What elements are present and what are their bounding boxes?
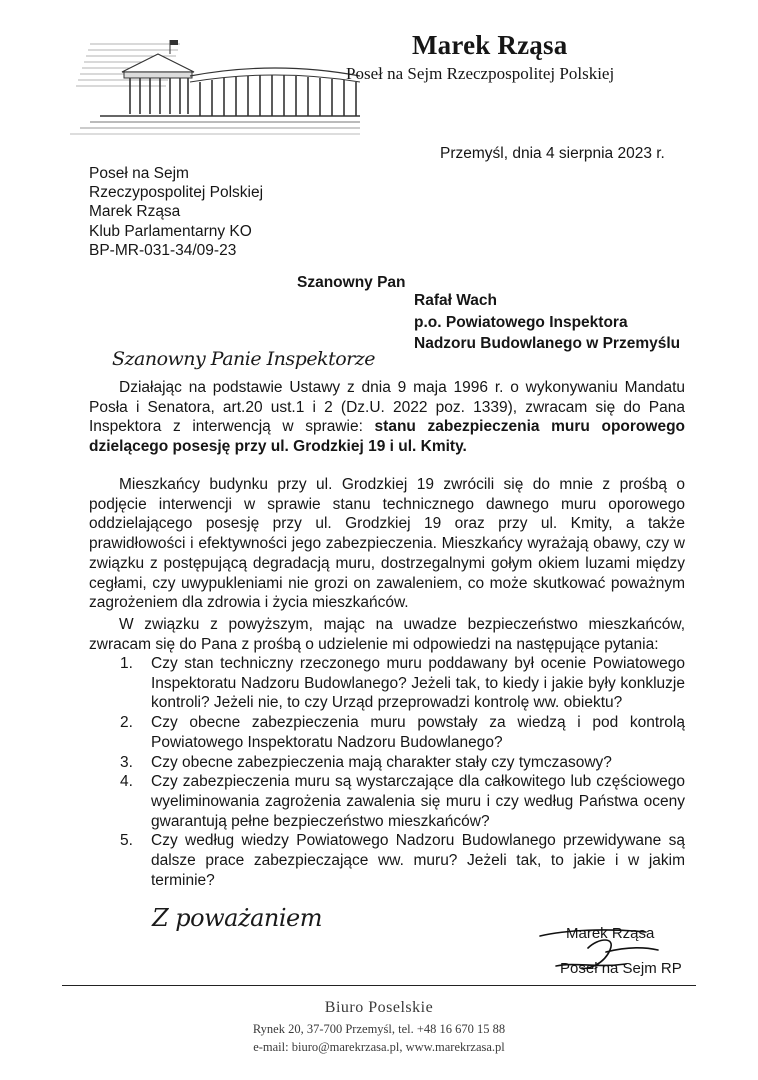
recipient-name: Rafał Wach — [414, 292, 497, 309]
handwritten-closing: Z poważaniem — [152, 904, 323, 932]
handwritten-salutation: Szanowny Panie Inspektorze — [112, 348, 375, 370]
date-line: Przemyśl, dnia 4 sierpnia 2023 r. — [440, 145, 665, 162]
salutation: Szanowny Pan — [297, 274, 406, 291]
footer-divider — [62, 985, 696, 986]
letterhead-name: Marek Rząsa — [412, 30, 568, 60]
question-number: 3. — [120, 753, 133, 771]
question-text: Czy zabezpieczenia muru są wystarczające dla całkowitego lub częściowego wyeliminowania zagrożenia zawalenia się muru i czy według Państwa oceny gwarantują pełne bezpieczeństwo mieszkańców? — [151, 773, 685, 830]
sender-line: Rzeczypospolitej Polskiej — [89, 184, 264, 202]
list-item — [120, 831, 685, 890]
handwritten-signature — [536, 918, 686, 978]
question-text: Czy według wiedzy Powiatowego Nadzoru Budowlanego przewidywane są dalsze prace zabezpieczające ww. muru? Jeżeli tak, to jakie i w jakim terminie? — [151, 832, 685, 889]
paragraph-request: W związku z powyższym, mając na uwadze bezpieczeństwo mieszkańców, zwracam się do Pana z prośbą o udzielenie mi odpowiedzi na następujące pytania: — [89, 616, 685, 653]
list-item — [120, 713, 685, 752]
letterhead-title: Poseł na Sejm Rzeczpospolitej Polskiej — [346, 64, 615, 83]
list-item — [120, 772, 685, 831]
question-text: Czy obecne zabezpieczenia mają charakter stały czy tymczasowy? — [151, 753, 612, 771]
sender-line: Klub Parlamentarny KO — [89, 222, 252, 240]
list-item — [120, 654, 685, 713]
recipient-line: Nadzoru Budowlanego w Przemyślu — [414, 335, 681, 352]
signature-name: Marek Rząsa — [566, 925, 655, 942]
question-list — [120, 654, 685, 890]
question-text: Czy stan techniczny rzeczonego muru poddawany był ocenie Powiatowego Inspektoratu Nadzoru Budowlanego? Jeżeli tak, to kiedy i jakie były konkluzje kontroli? Jeżeli nie, to czy Urząd przeprowadzi kontrolę ww. obiektu? — [151, 655, 685, 712]
recipient-line: p.o. Powiatowego Inspektora — [414, 313, 628, 331]
footer-title: Biuro Poselskie — [324, 999, 434, 1016]
paragraph-intro-text: Działając na podstawie Ustawy z dnia 9 maja 1996 r. o wykonywaniu Mandatu Posła i Senatora, art.20 ust.1 i 2 (Dz.U. 2022 poz. 1339), zwracam się do Pana Inspektora z interwencją w sprawie: — [89, 379, 685, 436]
list-item — [120, 753, 685, 773]
question-number: 4. — [120, 773, 133, 791]
signature-role: Poseł na Sejm RP — [560, 960, 682, 977]
question-number: 2. — [120, 714, 133, 732]
sender-reference-number: BP-MR-031-34/09-23 — [89, 241, 237, 259]
question-number: 5. — [120, 832, 133, 850]
paragraph-intro — [89, 378, 685, 457]
sender-block — [89, 164, 263, 260]
footer-contact: e-mail: biuro@marekrzasa.pl, www.marekrzasa.pl — [253, 1040, 505, 1054]
sender-line: Poseł na Sejm — [89, 165, 189, 182]
sejm-building-icon — [60, 32, 360, 142]
question-number: 1. — [120, 655, 133, 672]
paragraph-residents: Mieszkańcy budynku przy ul. Grodzkiej 19 zwrócili się do mnie z prośbą o podjęcie interwencji w sprawie stanu technicznego dawnego muru oporowego oddzielającego posesję przy ul. Grodzkiej 19 oraz przy ul. Kmity, a także prawidłowości i efektywności jego zabezpieczenia. Mieszkańcy wyrażają obawy, czy w związku z postępującą degradacją muru, dostrzegalnymi gołym okiem luzami między cegłami, czy uwypukleniami nie grozi on zawaleniem, co może skutkować poważnym zagrożeniem dla zdrowia i życia mieszkańców. — [89, 476, 685, 612]
paragraph-intro-bold: stanu zabezpieczenia muru oporowego dzielącego posesję przy ul. Grodzkiej 19 i ul. Kmity. — [89, 418, 686, 456]
recipient-block — [414, 290, 680, 355]
sender-line: Marek Rząsa — [89, 203, 181, 221]
question-text: Czy obecne zabezpieczenia muru powstały za wiedzą i pod kontrolą Powiatowego Inspektoratu Nadzoru Budowlanego? — [151, 714, 685, 751]
footer-address: Rynek 20, 37-700 Przemyśl, tel. +48 16 670 15 88 — [252, 1022, 506, 1036]
